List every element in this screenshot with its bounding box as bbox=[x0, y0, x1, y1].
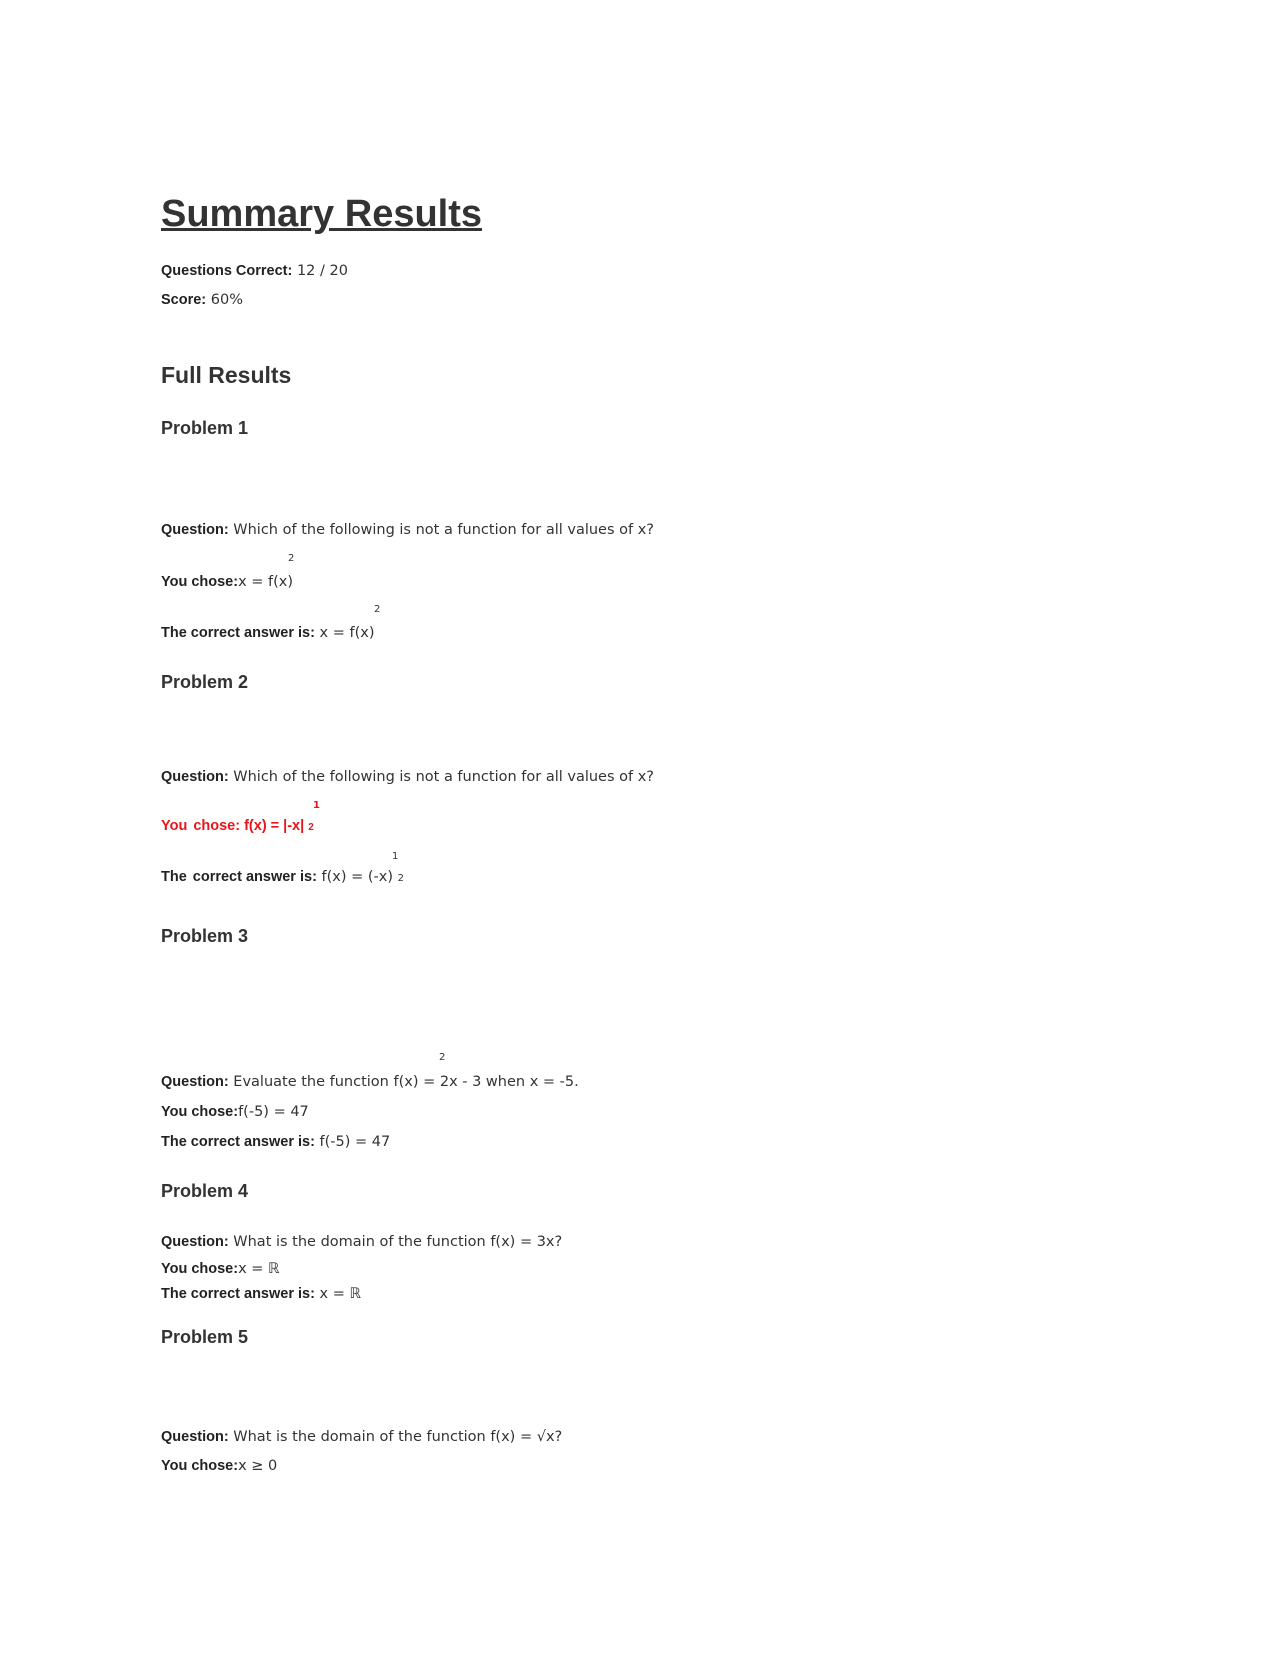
question-line bbox=[161, 1234, 562, 1250]
problem-title: Problem 4 bbox=[161, 1181, 249, 1201]
question-exponent: 2 bbox=[439, 1052, 446, 1063]
question-label: Question: bbox=[161, 1429, 229, 1445]
correct-answer: x = f(x) bbox=[319, 625, 375, 641]
question-label: Question: bbox=[161, 1234, 229, 1250]
correct-answer: x = ℝ bbox=[319, 1286, 361, 1302]
chosen-exponent-numerator: 1 bbox=[313, 800, 320, 811]
correct-the-word: The bbox=[161, 869, 187, 885]
problem-title: Problem 2 bbox=[161, 672, 249, 692]
correct-answer-line bbox=[161, 1134, 390, 1150]
question-line bbox=[161, 769, 654, 785]
you-chose-line bbox=[161, 1104, 309, 1120]
question-line bbox=[161, 1429, 562, 1445]
page-title: Summary Results bbox=[161, 193, 483, 235]
problem-title: Problem 3 bbox=[161, 926, 249, 946]
question-text: Which of the following is not a function for all values of x? bbox=[233, 769, 655, 785]
question-text: Evaluate the function f(x) = 2x - 3 when x = -5. bbox=[233, 1074, 579, 1090]
chosen-answer: x = ℝ bbox=[238, 1261, 280, 1277]
chose-word: chose: bbox=[193, 818, 241, 834]
you-chose-label: You chose: bbox=[161, 1458, 239, 1474]
question-line bbox=[161, 522, 654, 538]
correct-answer: f(x) = (-x) bbox=[321, 869, 394, 885]
problem-title: Problem 1 bbox=[161, 418, 249, 438]
question-text: What is the domain of the function f(x) = 3x? bbox=[233, 1234, 563, 1250]
correct-answer-line bbox=[161, 1286, 361, 1302]
questions-correct-line bbox=[161, 263, 348, 279]
correct-answer: f(-5) = 47 bbox=[319, 1134, 391, 1150]
correct-label: The correct answer is: bbox=[161, 1286, 315, 1302]
question-label: Question: bbox=[161, 1074, 229, 1090]
chosen-answer: f(x) = |-x| bbox=[244, 818, 305, 834]
correct-label: The correct answer is: bbox=[161, 1134, 315, 1150]
full-results-heading: Full Results bbox=[161, 362, 292, 388]
you-chose-word: You bbox=[161, 818, 188, 834]
correct-answer-line bbox=[161, 625, 374, 641]
questions-correct-value: 12 / 20 bbox=[296, 263, 348, 279]
you-chose-label: You chose: bbox=[161, 1261, 239, 1277]
score-line bbox=[161, 292, 243, 308]
correct-exponent: 2 bbox=[374, 604, 381, 615]
you-chose-label: You chose: bbox=[161, 1104, 239, 1120]
score-value: 60% bbox=[210, 292, 243, 308]
correct-exponent-denominator: 2 bbox=[397, 873, 404, 884]
you-chose-line bbox=[161, 1458, 277, 1474]
chosen-answer: x = f(x) bbox=[238, 574, 294, 590]
you-chose-line bbox=[161, 574, 293, 590]
you-chose-line-incorrect bbox=[161, 818, 314, 834]
question-text: Which of the following is not a function for all values of x? bbox=[233, 522, 655, 538]
correct-exponent-numerator: 1 bbox=[392, 851, 399, 862]
correct-label-rest: correct answer is: bbox=[192, 869, 317, 885]
chosen-answer: f(-5) = 47 bbox=[238, 1104, 309, 1120]
questions-correct-label: Questions Correct: bbox=[161, 263, 293, 279]
question-label: Question: bbox=[161, 769, 229, 785]
chosen-answer: x ≥ 0 bbox=[238, 1458, 278, 1474]
score-label: Score: bbox=[161, 292, 207, 308]
you-chose-label: You chose: bbox=[161, 574, 239, 590]
question-line bbox=[161, 1074, 579, 1090]
correct-answer-line bbox=[161, 869, 404, 885]
you-chose-line bbox=[161, 1261, 280, 1277]
chosen-exponent-denominator: 2 bbox=[308, 822, 314, 833]
question-text: What is the domain of the function f(x) = √x? bbox=[233, 1429, 563, 1445]
problem-title: Problem 5 bbox=[161, 1327, 249, 1347]
correct-label: The correct answer is: bbox=[161, 625, 315, 641]
question-label: Question: bbox=[161, 522, 229, 538]
chosen-exponent: 2 bbox=[288, 553, 295, 564]
